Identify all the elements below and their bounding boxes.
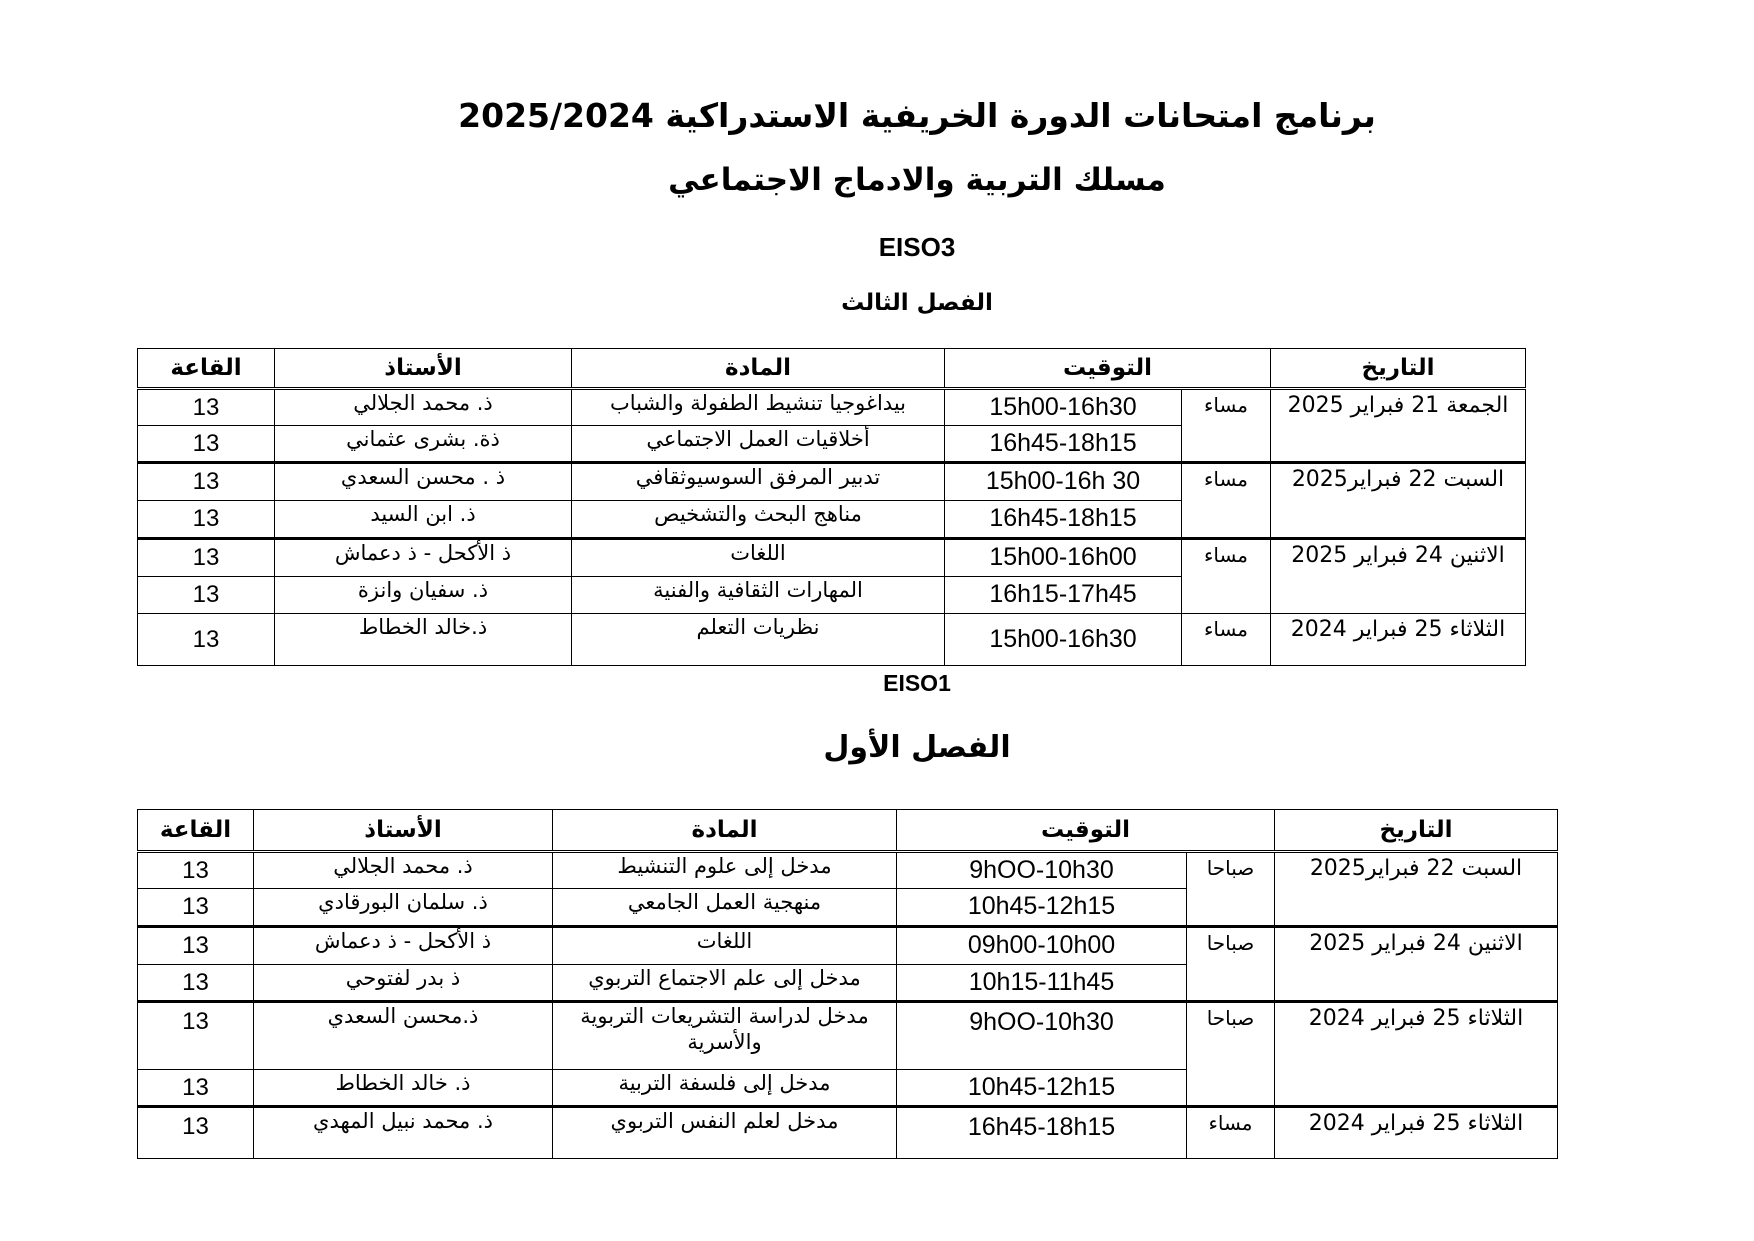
exam-room: 13	[138, 927, 254, 965]
exam-subject: مدخل إلى علم الاجتماع التربوي	[553, 965, 897, 1002]
exam-time: 15h00-16h30	[945, 389, 1182, 426]
exam-subject: مدخل لدراسة التشريعات التربوية والأسرية	[553, 1002, 897, 1070]
table-row	[138, 463, 1526, 501]
exam-room: 13	[138, 426, 275, 463]
exam-professor: ذ بدر لفتوحي	[254, 965, 553, 1002]
document-title: برنامج امتحانات الدورة الخريفية الاستدراكية 2025/2024	[458, 96, 1376, 135]
exam-date: الاثنين 24 فبراير 2025	[1275, 927, 1558, 1002]
section1-code: EISO3	[878, 232, 956, 262]
exam-time: 9hOO-10h30	[897, 1002, 1187, 1070]
exam-room: 13	[138, 965, 254, 1002]
column-header-room: القاعة	[138, 349, 275, 389]
exam-professor: ذ الأكحل - ذ دعماش	[275, 539, 572, 577]
exam-time: 10h45-12h15	[897, 889, 1187, 927]
column-header-professor: الأستاذ	[254, 810, 553, 852]
exam-time: 10h45-12h15	[897, 1070, 1187, 1107]
exam-time: 15h00-16h00	[945, 539, 1182, 577]
exam-table-semester-1	[137, 809, 1558, 1159]
exam-time: 16h15-17h45	[945, 577, 1182, 614]
exam-subject: تدبير المرفق السوسيوثقافي	[572, 463, 945, 501]
exam-subject: المهارات الثقافية والفنية	[572, 577, 945, 614]
exam-professor: ذ. محمد نبيل المهدي	[254, 1107, 553, 1159]
table-row	[138, 539, 1526, 577]
exam-period: مساء	[1182, 463, 1271, 539]
exam-subject: منهجية العمل الجامعي	[553, 889, 897, 927]
exam-time: 15h00-16h30	[945, 614, 1182, 666]
exam-period: مساء	[1182, 389, 1271, 463]
table-row	[138, 927, 1558, 965]
exam-professor: ذ. سلمان البورقادي	[254, 889, 553, 927]
column-header-professor: الأستاذ	[275, 349, 572, 389]
table-header-row	[138, 810, 1558, 852]
exam-date: الجمعة 21 فبراير 2025	[1271, 389, 1526, 463]
table-row	[138, 614, 1526, 666]
table-row	[138, 852, 1558, 889]
exam-room: 13	[138, 1070, 254, 1107]
exam-table-semester-3	[137, 348, 1526, 666]
exam-time: 10h15-11h45	[897, 965, 1187, 1002]
exam-subject: مدخل إلى فلسفة التربية	[553, 1070, 897, 1107]
exam-time: 16h45-18h15	[945, 426, 1182, 463]
exam-time: 15h00-16h 30	[945, 463, 1182, 501]
exam-professor: ذ.خالد الخطاط	[275, 614, 572, 666]
exam-room: 13	[138, 889, 254, 927]
track-name: مسلك التربية والادماج الاجتماعي	[668, 162, 1166, 198]
exam-professor: ذ. محمد الجلالي	[254, 852, 553, 889]
exam-date: الاثنين 24 فبراير 2025	[1271, 539, 1526, 614]
exam-room: 13	[138, 614, 275, 666]
section2-code: EISO1	[883, 670, 951, 696]
exam-period: مساء	[1182, 539, 1271, 614]
exam-professor: ذ. محمد الجلالي	[275, 389, 572, 426]
exam-room: 13	[138, 501, 275, 539]
column-header-date: التاريخ	[1275, 810, 1558, 852]
exam-date: الثلاثاء 25 فبراير 2024	[1275, 1107, 1558, 1159]
exam-subject: مدخل إلى علوم التنشيط	[553, 852, 897, 889]
exam-period: صباحا	[1187, 927, 1275, 1002]
exam-date: الثلاثاء 25 فبراير 2024	[1275, 1002, 1558, 1107]
column-header-date: التاريخ	[1271, 349, 1526, 389]
exam-date: السبت 22 فبراير2025	[1275, 852, 1558, 927]
exam-subject: مناهج البحث والتشخيص	[572, 501, 945, 539]
table-row	[138, 389, 1526, 426]
exam-time: 9hOO-10h30	[897, 852, 1187, 889]
exam-subject: اللغات	[572, 539, 945, 577]
section1-semester: الفصل الثالث	[841, 290, 993, 316]
exam-professor: ذ.محسن السعدي	[254, 1002, 553, 1070]
exam-room: 13	[138, 577, 275, 614]
exam-room: 13	[138, 852, 254, 889]
exam-room: 13	[138, 1107, 254, 1159]
table-row	[138, 1107, 1558, 1159]
exam-date: السبت 22 فبراير2025	[1271, 463, 1526, 539]
exam-subject: أخلاقيات العمل الاجتماعي	[572, 426, 945, 463]
column-header-room: القاعة	[138, 810, 254, 852]
exam-room: 13	[138, 463, 275, 501]
exam-professor: ذ الأكحل - ذ دعماش	[254, 927, 553, 965]
column-header-time: التوقيت	[945, 349, 1271, 389]
column-header-subject: المادة	[553, 810, 897, 852]
exam-period: صباحا	[1187, 852, 1275, 927]
column-header-subject: المادة	[572, 349, 945, 389]
exam-professor: ذ . محسن السعدي	[275, 463, 572, 501]
exam-subject: نظريات التعلم	[572, 614, 945, 666]
exam-period: صباحا	[1187, 1002, 1275, 1107]
table-header-row	[138, 349, 1526, 389]
exam-date: الثلاثاء 25 فبراير 2024	[1271, 614, 1526, 666]
exam-period: مساء	[1182, 614, 1271, 666]
exam-room: 13	[138, 1002, 254, 1070]
exam-subject: مدخل لعلم النفس التربوي	[553, 1107, 897, 1159]
exam-time: 16h45-18h15	[945, 501, 1182, 539]
exam-period: مساء	[1187, 1107, 1275, 1159]
exam-professor: ذ. ابن السيد	[275, 501, 572, 539]
section2-semester: الفصل الأول	[823, 730, 1011, 765]
exam-subject: بيداغوجيا تنشيط الطفولة والشباب	[572, 389, 945, 426]
column-header-time: التوقيت	[897, 810, 1275, 852]
exam-professor: ذ. سفيان وانزة	[275, 577, 572, 614]
exam-room: 13	[138, 539, 275, 577]
exam-time: 09h00-10h00	[897, 927, 1187, 965]
exam-time: 16h45-18h15	[897, 1107, 1187, 1159]
exam-professor: ذ. خالد الخطاط	[254, 1070, 553, 1107]
table-row	[138, 1002, 1558, 1070]
exam-subject: اللغات	[553, 927, 897, 965]
exam-room: 13	[138, 389, 275, 426]
exam-professor: ذة. بشرى عثماني	[275, 426, 572, 463]
